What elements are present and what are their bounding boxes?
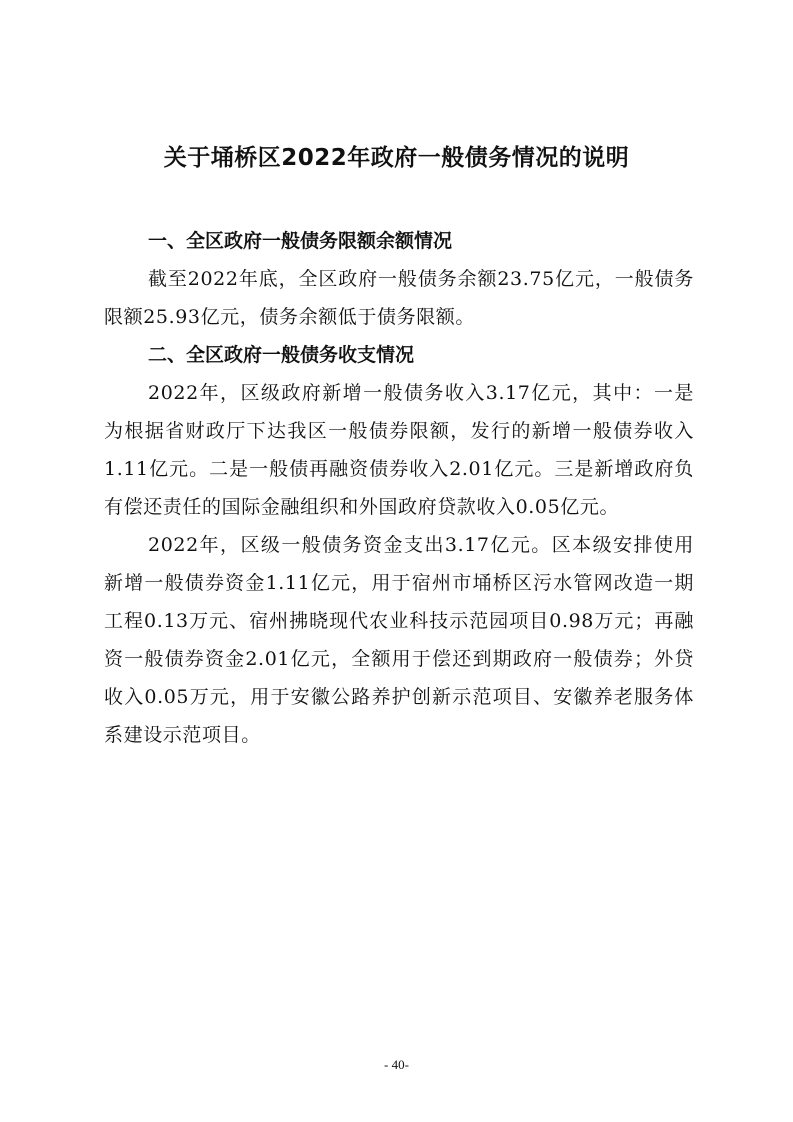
paragraph: 2022年，区级政府新增一般债务收入3.17亿元，其中：一是为根据省财政厅下达我区一般债券限额，发行的新增一般债券收入1.11亿元。二是一般债再融资债券收入2.01亿元。三是新增政府负有偿还责任的国际金融组织和外国政府贷款收入0.05亿元。 xyxy=(104,382,694,518)
page-number: - 40- xyxy=(384,1057,409,1072)
section-revenue-expenditure xyxy=(104,336,694,754)
paragraph: 2022年，区级一般债务资金支出3.17亿元。区本级安排使用新增一般债券资金1.11亿元，用于宿州市埇桥区污水管网改造一期工程0.13万元、宿州拂晓现代农业科技示范园项目0.98万元；再融资一般债券资金2.01亿元，全额用于偿还到期政府一般债券；外贷收入0.05万元，用于安徽公路养护创新示范项目、安徽养老服务体系建设示范项目。 xyxy=(104,534,694,746)
paragraph: 截至2022年底，全区政府一般债务余额23.75亿元，一般债务限额25.93亿元，债务余额低于债务限额。 xyxy=(104,268,694,328)
document-body xyxy=(104,222,694,754)
section-heading: 一、全区政府一般债务限额余额情况 xyxy=(148,230,453,252)
section-heading: 二、全区政府一般债务收支情况 xyxy=(148,344,415,366)
document-title: 关于埇桥区2022年政府一般债务情况的说明 xyxy=(163,145,630,171)
section-limit-balance xyxy=(104,222,694,336)
